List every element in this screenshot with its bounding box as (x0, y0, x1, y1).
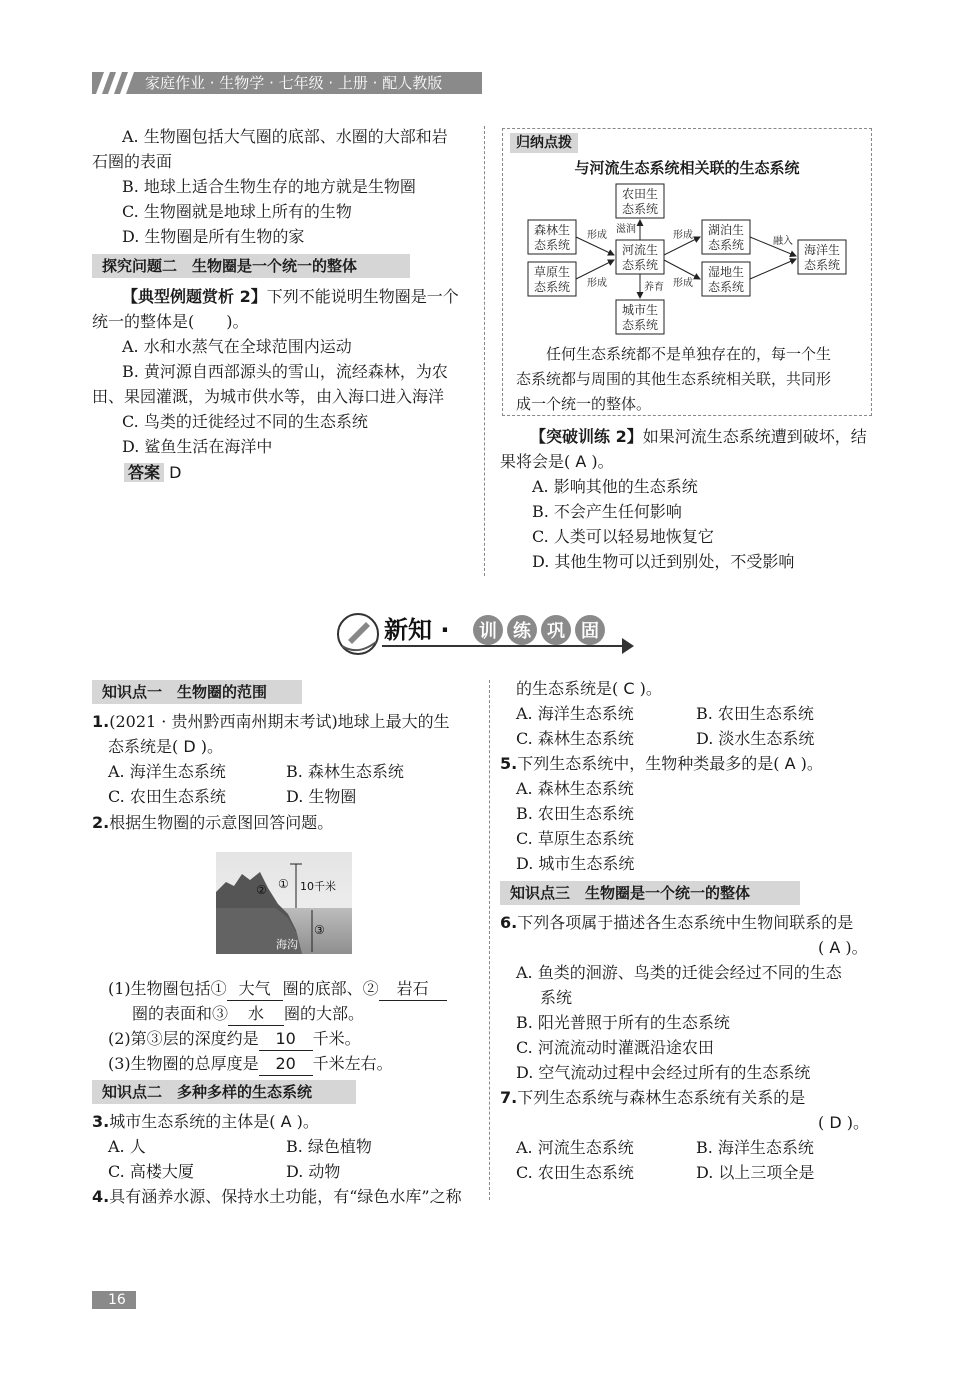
q7-option-a: A. 河流生态系统 (516, 1138, 634, 1157)
drill-option-a: A. 影响其他的生态系统 (532, 477, 698, 496)
summary-text-1: 任何生态系统都不是单独存在的，每一个生 (546, 345, 832, 363)
edge-label-form4: 形成 (673, 278, 693, 289)
fig-trench-label: 海沟 (276, 938, 298, 951)
diagram-title: 与河流生态系统相关联的生态系统 (574, 159, 800, 177)
drill-answer: A (575, 452, 587, 471)
q7-option-c: C. 农田生态系统 (516, 1163, 634, 1182)
example-option-a: A. 水和水蒸气在全球范围内运动 (122, 337, 352, 356)
q4-line2 (516, 678, 662, 700)
q3-option-c: C. 高楼大厦 (108, 1162, 194, 1181)
drill-text-2a: 果将会是( (500, 452, 571, 471)
node-ocean-l1: 海洋生 (803, 243, 841, 257)
edge-wetland-ocean (750, 259, 796, 279)
drill-option-d: D. 其他生物可以迁到别处，不受影响 (532, 552, 795, 571)
q2-text: 根据生物圈的示意图回答问题。 (109, 813, 334, 832)
q5-option-c: C. 草原生态系统 (516, 829, 634, 848)
fill-blank-2: 岩石 (379, 978, 447, 1001)
biosphere-figure (216, 852, 352, 954)
q4-option-c: C. 森林生态系统 (516, 729, 634, 748)
edge-label-merge: 融入 (773, 236, 793, 247)
fill-blank-1: 大气 (227, 978, 283, 1001)
banner-char-2: 练 (513, 621, 531, 642)
q4-line1 (92, 1186, 462, 1208)
node-lake-l2: 态系统 (707, 238, 745, 252)
example-label: 【典型例题赏析 2】 (122, 287, 267, 306)
q6-answer-line (818, 937, 868, 959)
example-option-b2: 田、果园灌溉，为城市供水等，由入海口进入海洋 (92, 387, 445, 406)
q1-answer: D (183, 737, 196, 756)
q2-number: 2. (92, 813, 110, 832)
q1-option-d: D. 生物圈 (286, 787, 357, 806)
q2-3-text-b: 千米左右。 (312, 1054, 393, 1073)
q2-2-text-a: (2)第③层的深度约是 (108, 1029, 259, 1048)
drill-line1 (530, 426, 867, 448)
edge-label-irrigate: 滋润 (616, 224, 636, 235)
q4-number: 4. (92, 1187, 110, 1206)
column-divider (484, 126, 485, 576)
fig-label-1: ① (278, 877, 289, 891)
q2-2-line (108, 1028, 361, 1051)
node-wetland-l1: 湿地生 (707, 265, 745, 279)
option-a-line2: 石圈的表面 (92, 152, 173, 171)
q7-line1 (500, 1087, 805, 1109)
q4-option-a: A. 海洋生态系统 (516, 704, 634, 723)
page-number: 16 (92, 1291, 136, 1309)
fig-label-3: ③ (314, 923, 325, 937)
q7-answer: D (829, 1113, 842, 1132)
q7-answer-line (818, 1112, 869, 1134)
q6-paren-open: ( (818, 938, 825, 957)
q2-line (92, 812, 333, 834)
q6-option-d: D. 空气流动过程中会经过所有的生态系统 (516, 1063, 811, 1082)
summary-text-2: 态系统都与周围的其他生态系统相关联，共同形 (516, 370, 832, 388)
option-c: C. 生物圈就是地球上所有的生物 (122, 202, 352, 221)
q7-text: 下列生态系统与森林生态系统有关系的是 (517, 1088, 806, 1107)
q7-paren-close: )。 (846, 1113, 870, 1132)
option-a-line1: A. 生物圈包括大气圈的底部、水圈的大部和岩 (122, 127, 448, 146)
answer-tag: 答案 (124, 463, 164, 482)
q4-text-2b: )。 (639, 679, 662, 698)
q7-option-d: D. 以上三项全是 (696, 1163, 815, 1182)
knowledge-heading-1: 知识点一 生物圈的范围 (92, 680, 302, 704)
q1-option-c: C. 农田生态系统 (108, 787, 226, 806)
drill-option-c: C. 人类可以轻易地恢复它 (532, 527, 714, 546)
q1-line2 (108, 736, 223, 758)
drill-line2 (500, 451, 614, 473)
banner-char-3: 巩 (547, 621, 565, 642)
q6-line1 (500, 912, 853, 934)
q2-3-line (108, 1053, 393, 1076)
drill-text: 如果河流生态系统遭到破坏，结 (642, 427, 867, 446)
node-forest-l2: 态系统 (533, 238, 571, 252)
q5-option-b: B. 农田生态系统 (516, 804, 634, 823)
banner-char-1: 训 (479, 621, 497, 642)
q6-option-a2: 系统 (540, 988, 573, 1007)
q3-option-d: D. 动物 (286, 1162, 341, 1181)
edge-label-form2: 形成 (587, 278, 607, 289)
q2-2-text-b: 千米。 (312, 1029, 361, 1048)
q3-option-b: B. 绿色植物 (286, 1137, 372, 1156)
q3-text-b: )。 (296, 1112, 319, 1131)
q6-option-c: C. 河流流动时灌溉沿途农田 (516, 1038, 714, 1057)
q2-1-line2 (132, 1003, 364, 1026)
fill-blank-3: 水 (228, 1003, 284, 1026)
q1-option-b: B. 森林生态系统 (286, 762, 404, 781)
example-line2: 统一的整体是( )。 (92, 312, 249, 331)
example-line1 (122, 286, 459, 308)
q1-text: (2021 · 贵州黔西南州期末考试)地球上最大的生 (109, 712, 450, 731)
knowledge-heading-2: 知识点二 多种多样的生态系统 (92, 1080, 356, 1104)
q2-1-line1 (108, 978, 447, 1001)
example-text: 下列不能说明生物圈是一个 (266, 287, 459, 306)
answer-value: D (169, 463, 182, 482)
node-ocean-l2: 态系统 (803, 258, 841, 272)
q6-option-b: B. 阳光普照于所有的生态系统 (516, 1013, 730, 1032)
header-title: 家庭作业 · 生物学 · 七年级 · 上册 · 配人教版 (145, 74, 443, 92)
q2-1-text-c: 圈的表面和③ (132, 1004, 229, 1023)
q5-answer: A (784, 754, 796, 773)
q7-paren-open: ( (818, 1113, 825, 1132)
q5-line (500, 753, 823, 775)
node-grassland-l2: 态系统 (533, 280, 571, 294)
q4-option-d: D. 淡水生态系统 (696, 729, 815, 748)
q1-text-2b: )。 (200, 737, 224, 756)
ecosystem-diagram (502, 180, 872, 340)
example-option-b1: B. 黄河源自西部源头的雪山，流经森林，为农 (122, 362, 448, 381)
edge-label-nurture: 养育 (644, 282, 664, 293)
q1-number: 1. (92, 712, 110, 731)
q4-option-b: B. 农田生态系统 (696, 704, 814, 723)
edge-label-form3: 形成 (673, 230, 693, 241)
q6-text: 下列各项属于描述各生态系统中生物间联系的是 (517, 913, 854, 932)
q6-paren-close: )。 (845, 938, 868, 957)
knowledge-heading-3: 知识点三 生物圈是一个统一的整体 (500, 881, 800, 905)
q4-text: 具有涵养水源、保持水土功能，有“绿色水库”之称 (109, 1187, 462, 1206)
node-grassland-l1: 草原生 (533, 265, 571, 279)
q2-1-text-b: 圈的底部、② (282, 979, 379, 998)
example-option-d: D. 鲨鱼生活在海洋中 (122, 437, 273, 456)
q1-line1 (92, 711, 450, 733)
fill-blank-4: 10 (259, 1028, 313, 1051)
q2-1-text-d: 圈的大部。 (284, 1004, 365, 1023)
q5-number: 5. (500, 754, 518, 773)
q5-text-b: )。 (800, 754, 823, 773)
q7-number: 7. (500, 1088, 518, 1107)
drill-text-2b: )。 (591, 452, 614, 471)
node-city-l1: 城市生 (621, 303, 659, 317)
drill-option-b: B. 不会产生任何影响 (532, 502, 682, 521)
q3-answer: A (280, 1112, 292, 1131)
q2-3-text-a: (3)生物圈的总厚度是 (108, 1054, 259, 1073)
q4-text-2a: 的生态系统是( (516, 679, 619, 698)
q4-answer: C (623, 679, 635, 698)
node-river-l1: 河流生 (621, 243, 659, 257)
q5-text-a: 下列生态系统中，生物种类最多的是( (517, 754, 780, 773)
node-city-l2: 态系统 (621, 318, 659, 332)
node-wetland-l2: 态系统 (707, 280, 745, 294)
node-farmland-l1: 农田生 (621, 187, 659, 201)
option-d: D. 生物圈是所有生物的家 (122, 227, 305, 246)
q6-option-a1: A. 鱼类的洄游、鸟类的迁徙会经过不同的生态 (516, 963, 842, 982)
node-forest-l1: 森林生 (533, 223, 571, 237)
answer-line (124, 462, 181, 484)
q1-option-a: A. 海洋生态系统 (108, 762, 226, 781)
node-river-l2: 态系统 (621, 258, 659, 272)
q2-1-text-a: (1)生物圈包括① (108, 979, 227, 998)
fig-label-2: ② (256, 883, 267, 897)
q3-number: 3. (92, 1112, 110, 1131)
q7-option-b: B. 海洋生态系统 (696, 1138, 814, 1157)
summary-tag: 归纳点拨 (510, 133, 578, 153)
q3-line (92, 1111, 319, 1133)
q6-number: 6. (500, 913, 518, 932)
q3-option-a: A. 人 (108, 1137, 146, 1156)
q6-answer: A (829, 938, 841, 957)
q5-option-d: D. 城市生态系统 (516, 854, 635, 873)
q5-option-a: A. 森林生态系统 (516, 779, 634, 798)
edge-grassland-river (576, 260, 614, 279)
q3-text-a: 城市生态系统的主体是( (109, 1112, 276, 1131)
banner-title: 新知 · (384, 616, 450, 644)
example-option-c: C. 鸟类的迁徙经过不同的生态系统 (122, 412, 368, 431)
q1-text-2a: 态系统是( (108, 737, 179, 756)
banner-char-4: 固 (581, 621, 599, 642)
node-lake-l1: 湖泊生 (707, 223, 745, 237)
section-banner (330, 602, 640, 660)
summary-text-3: 成一个统一的整体。 (516, 395, 652, 413)
drill-label: 【突破训练 2】 (530, 427, 643, 446)
fill-blank-5: 20 (259, 1053, 313, 1076)
edge-river-wetland (664, 260, 700, 279)
node-farmland-l2: 态系统 (621, 202, 659, 216)
fig-height-label: 10千米 (300, 880, 336, 893)
edge-label-form1: 形成 (587, 230, 607, 241)
column-divider-2 (489, 680, 490, 1200)
option-b: B. 地球上适合生物生存的地方就是生物圈 (122, 177, 416, 196)
section-heading-2: 探究问题二 生物圈是一个统一的整体 (92, 254, 410, 278)
